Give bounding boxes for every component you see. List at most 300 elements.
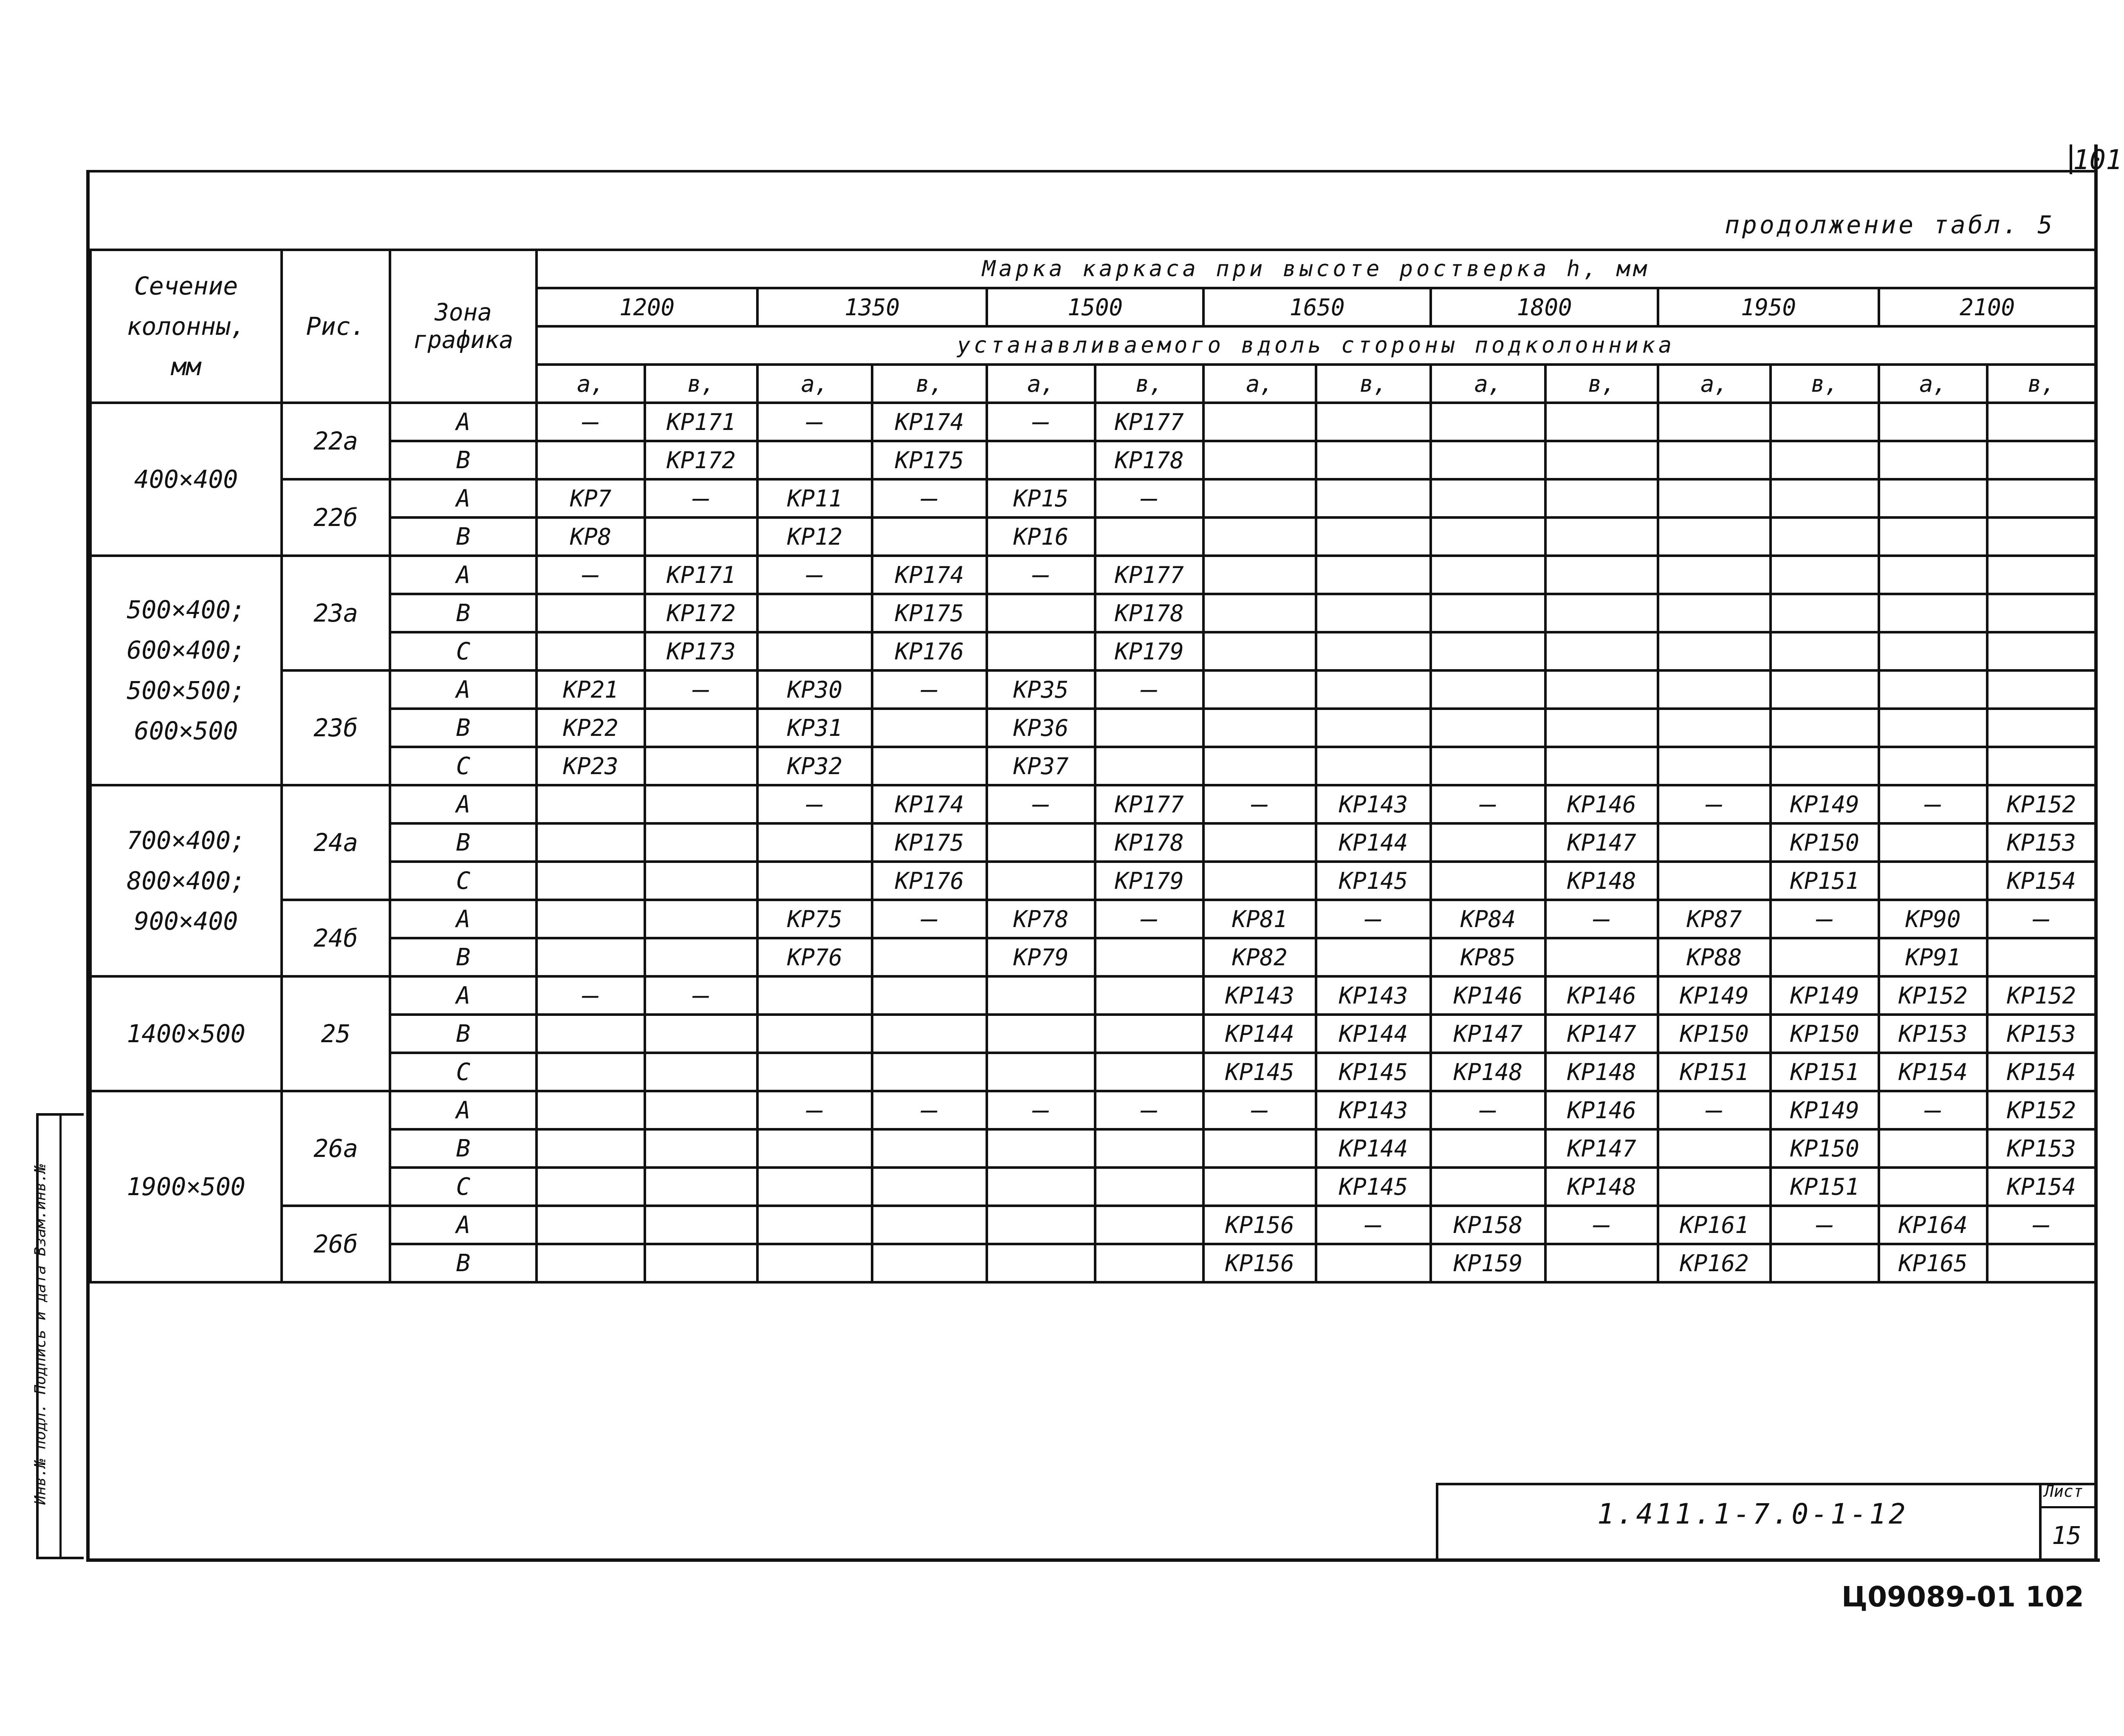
brand-cell bbox=[1658, 670, 1771, 709]
brand-cell bbox=[757, 1015, 872, 1053]
brand-cell bbox=[1316, 594, 1431, 632]
brand-cell bbox=[537, 632, 645, 670]
brand-cell bbox=[1545, 632, 1658, 670]
brand-cell bbox=[1316, 709, 1431, 747]
brand-cell: — bbox=[1095, 479, 1203, 517]
brand-cell: — bbox=[1658, 785, 1771, 823]
brand-cell bbox=[645, 517, 757, 556]
brand-cell bbox=[645, 747, 757, 785]
header-height: 1500 bbox=[987, 288, 1203, 326]
sheet-frame-top-line bbox=[86, 170, 2098, 172]
brand-cell: КР149 bbox=[1771, 785, 1879, 823]
brand-cell bbox=[987, 1129, 1095, 1168]
zone-cell: В bbox=[390, 1129, 537, 1168]
brand-cell: — bbox=[1095, 900, 1203, 938]
brand-cell: КР178 bbox=[1095, 441, 1203, 479]
brand-cell bbox=[1431, 823, 1545, 862]
zone-cell: А bbox=[390, 785, 537, 823]
brand-cell bbox=[757, 441, 872, 479]
brand-cell bbox=[1431, 594, 1545, 632]
brand-cell bbox=[1203, 862, 1316, 900]
brand-cell bbox=[537, 823, 645, 862]
brand-cell bbox=[987, 594, 1095, 632]
brand-cell: КР144 bbox=[1316, 823, 1431, 862]
table-row bbox=[90, 1206, 2096, 1244]
brand-cell: — bbox=[1203, 1091, 1316, 1129]
title-block-divider bbox=[2039, 1483, 2042, 1562]
brand-cell: — bbox=[1203, 785, 1316, 823]
brand-cell bbox=[987, 1053, 1095, 1091]
brand-cell: КР172 bbox=[645, 441, 757, 479]
section-cell: 400×400 bbox=[90, 403, 282, 556]
brand-cell bbox=[1771, 594, 1879, 632]
brand-cell bbox=[1316, 747, 1431, 785]
section-cell: 1900×500 bbox=[90, 1091, 282, 1282]
brand-cell bbox=[1879, 747, 1987, 785]
brand-cell bbox=[1095, 1244, 1203, 1282]
brand-cell bbox=[1987, 670, 2096, 709]
brand-cell bbox=[1658, 632, 1771, 670]
brand-cell bbox=[987, 1244, 1095, 1282]
brand-cell bbox=[537, 441, 645, 479]
brand-cell: КР152 bbox=[1987, 1091, 2096, 1129]
header-side-a: а, bbox=[537, 365, 645, 403]
brand-cell bbox=[1658, 517, 1771, 556]
brand-cell: КР147 bbox=[1545, 1129, 1658, 1168]
brand-cell: КР171 bbox=[645, 556, 757, 594]
brand-cell bbox=[1095, 938, 1203, 976]
brand-cell bbox=[1431, 517, 1545, 556]
figure-cell: 24б bbox=[282, 900, 390, 976]
header-side-b: в, bbox=[1987, 365, 2096, 403]
brand-cell bbox=[1879, 709, 1987, 747]
brand-cell bbox=[1095, 1129, 1203, 1168]
brand-cell bbox=[645, 900, 757, 938]
brand-cell bbox=[537, 1091, 645, 1129]
brand-cell: — bbox=[757, 1091, 872, 1129]
brand-cell bbox=[1771, 709, 1879, 747]
brand-cell bbox=[1431, 632, 1545, 670]
brand-cell bbox=[757, 632, 872, 670]
brand-cell: — bbox=[1095, 1091, 1203, 1129]
brand-cell: КР7 bbox=[537, 479, 645, 517]
brand-cell bbox=[1203, 747, 1316, 785]
brand-cell: КР172 bbox=[645, 594, 757, 632]
brand-cell: КР81 bbox=[1203, 900, 1316, 938]
brand-cell: КР177 bbox=[1095, 556, 1203, 594]
brand-cell bbox=[987, 441, 1095, 479]
brand-cell bbox=[1431, 709, 1545, 747]
sheet-label: Лист bbox=[2044, 1482, 2083, 1501]
section-cell: 500×400; 600×400; 500×500; 600×500 bbox=[90, 556, 282, 785]
brand-cell bbox=[1987, 747, 2096, 785]
brand-cell: — bbox=[1658, 1091, 1771, 1129]
brand-cell: КР37 bbox=[987, 747, 1095, 785]
table-row bbox=[90, 823, 2096, 862]
brand-cell: КР87 bbox=[1658, 900, 1771, 938]
brand-cell bbox=[1987, 632, 2096, 670]
zone-cell: А bbox=[390, 403, 537, 441]
figure-cell: 23а bbox=[282, 556, 390, 670]
brand-cell: КР145 bbox=[1203, 1053, 1316, 1091]
brand-cell bbox=[1545, 1244, 1658, 1282]
brand-cell bbox=[1203, 556, 1316, 594]
brand-cell: — bbox=[537, 556, 645, 594]
brand-cell bbox=[1545, 441, 1658, 479]
brand-cell bbox=[1987, 517, 2096, 556]
brand-cell: КР153 bbox=[1987, 1015, 2096, 1053]
brand-cell bbox=[1658, 479, 1771, 517]
brand-cell bbox=[987, 1206, 1095, 1244]
brand-cell bbox=[1879, 479, 1987, 517]
table-row bbox=[90, 976, 2096, 1015]
brand-cell bbox=[1203, 670, 1316, 709]
brand-table bbox=[89, 249, 2097, 1284]
brand-cell bbox=[537, 1206, 645, 1244]
brand-cell: КР147 bbox=[1545, 823, 1658, 862]
brand-cell bbox=[1771, 632, 1879, 670]
brand-cell: КР174 bbox=[872, 556, 987, 594]
header-height: 1200 bbox=[537, 288, 757, 326]
brand-cell bbox=[1545, 709, 1658, 747]
brand-cell bbox=[1431, 441, 1545, 479]
zone-cell: В bbox=[390, 709, 537, 747]
brand-cell bbox=[1987, 1244, 2096, 1282]
brand-cell: КР148 bbox=[1431, 1053, 1545, 1091]
zone-cell: В bbox=[390, 517, 537, 556]
brand-cell bbox=[1771, 517, 1879, 556]
brand-cell: КР152 bbox=[1987, 785, 2096, 823]
brand-cell bbox=[1545, 747, 1658, 785]
brand-cell: — bbox=[987, 785, 1095, 823]
brand-cell: КР178 bbox=[1095, 823, 1203, 862]
brand-cell: КР143 bbox=[1316, 1091, 1431, 1129]
brand-cell bbox=[872, 938, 987, 976]
brand-cell bbox=[1431, 556, 1545, 594]
brand-cell: — bbox=[645, 976, 757, 1015]
brand-cell: КР76 bbox=[757, 938, 872, 976]
brand-cell bbox=[1987, 403, 2096, 441]
zone-cell: А bbox=[390, 900, 537, 938]
zone-cell: В bbox=[390, 823, 537, 862]
brand-cell bbox=[987, 1168, 1095, 1206]
zone-cell: А bbox=[390, 479, 537, 517]
brand-cell bbox=[1658, 1129, 1771, 1168]
brand-cell bbox=[645, 1206, 757, 1244]
brand-cell: КР144 bbox=[1316, 1015, 1431, 1053]
brand-cell: КР177 bbox=[1095, 403, 1203, 441]
brand-cell: КР145 bbox=[1316, 862, 1431, 900]
brand-cell: КР22 bbox=[537, 709, 645, 747]
brand-cell bbox=[1771, 403, 1879, 441]
brand-cell bbox=[1771, 479, 1879, 517]
brand-cell: КР21 bbox=[537, 670, 645, 709]
brand-cell: КР30 bbox=[757, 670, 872, 709]
brand-cell bbox=[1095, 1168, 1203, 1206]
brand-cell: КР149 bbox=[1771, 1091, 1879, 1129]
brand-cell: КР143 bbox=[1316, 976, 1431, 1015]
brand-cell: КР178 bbox=[1095, 594, 1203, 632]
brand-cell bbox=[1095, 747, 1203, 785]
zone-cell: В bbox=[390, 1015, 537, 1053]
brand-cell: КР156 bbox=[1203, 1244, 1316, 1282]
brand-cell: КР171 bbox=[645, 403, 757, 441]
brand-cell: КР23 bbox=[537, 747, 645, 785]
brand-cell: — bbox=[1431, 785, 1545, 823]
brand-cell bbox=[645, 1091, 757, 1129]
brand-cell bbox=[872, 1129, 987, 1168]
brand-cell: КР78 bbox=[987, 900, 1095, 938]
brand-cell bbox=[1316, 441, 1431, 479]
brand-cell: КР173 bbox=[645, 632, 757, 670]
brand-cell: КР150 bbox=[1771, 823, 1879, 862]
brand-cell: КР143 bbox=[1203, 976, 1316, 1015]
brand-cell: — bbox=[1095, 670, 1203, 709]
table-row bbox=[90, 517, 2096, 556]
brand-cell bbox=[1545, 403, 1658, 441]
brand-cell: — bbox=[1316, 900, 1431, 938]
brand-cell bbox=[1095, 1015, 1203, 1053]
brand-cell: — bbox=[1545, 1206, 1658, 1244]
brand-cell bbox=[1203, 632, 1316, 670]
brand-cell: — bbox=[537, 976, 645, 1015]
zone-cell: А bbox=[390, 556, 537, 594]
brand-cell bbox=[1987, 938, 2096, 976]
document-code: 1.411.1-7.0-1-12 bbox=[1597, 1498, 1908, 1530]
brand-cell bbox=[757, 862, 872, 900]
header-side-a: а, bbox=[1203, 365, 1316, 403]
brand-cell bbox=[1316, 556, 1431, 594]
brand-cell bbox=[1431, 403, 1545, 441]
brand-cell bbox=[1771, 670, 1879, 709]
table-row bbox=[90, 479, 2096, 517]
brand-cell bbox=[1203, 517, 1316, 556]
brand-cell bbox=[645, 823, 757, 862]
brand-cell bbox=[757, 1129, 872, 1168]
brand-cell bbox=[1771, 441, 1879, 479]
brand-cell bbox=[1203, 709, 1316, 747]
header-side-b: в, bbox=[645, 365, 757, 403]
header-side-b: в, bbox=[1316, 365, 1431, 403]
brand-cell: КР154 bbox=[1987, 1053, 2096, 1091]
brand-cell: КР165 bbox=[1879, 1244, 1987, 1282]
brand-cell bbox=[757, 1206, 872, 1244]
brand-cell: КР152 bbox=[1879, 976, 1987, 1015]
brand-cell bbox=[537, 862, 645, 900]
brand-cell: КР151 bbox=[1658, 1053, 1771, 1091]
brand-cell: КР143 bbox=[1316, 785, 1431, 823]
brand-cell bbox=[1879, 862, 1987, 900]
brand-cell: — bbox=[645, 479, 757, 517]
brand-cell bbox=[1316, 403, 1431, 441]
brand-cell bbox=[1095, 517, 1203, 556]
zone-cell: В bbox=[390, 594, 537, 632]
brand-cell bbox=[645, 862, 757, 900]
table-row bbox=[90, 938, 2096, 976]
brand-cell bbox=[872, 1244, 987, 1282]
brand-cell: КР175 bbox=[872, 441, 987, 479]
figure-cell: 22б bbox=[282, 479, 390, 556]
brand-cell: КР176 bbox=[872, 862, 987, 900]
table-row bbox=[90, 670, 2096, 709]
brand-cell bbox=[1987, 556, 2096, 594]
brand-cell: КР175 bbox=[872, 594, 987, 632]
brand-cell: КР11 bbox=[757, 479, 872, 517]
brand-cell bbox=[1987, 594, 2096, 632]
brand-cell bbox=[1879, 823, 1987, 862]
brand-cell: — bbox=[987, 556, 1095, 594]
brand-cell bbox=[1431, 1168, 1545, 1206]
zone-cell: С bbox=[390, 862, 537, 900]
brand-cell: — bbox=[645, 670, 757, 709]
brand-cell bbox=[645, 1015, 757, 1053]
brand-cell: КР150 bbox=[1658, 1015, 1771, 1053]
zone-cell: В bbox=[390, 1244, 537, 1282]
table-row bbox=[90, 900, 2096, 938]
brand-cell bbox=[872, 747, 987, 785]
brand-cell: — bbox=[872, 900, 987, 938]
brand-cell: — bbox=[757, 403, 872, 441]
brand-cell: — bbox=[1987, 1206, 2096, 1244]
brand-cell: КР31 bbox=[757, 709, 872, 747]
brand-cell bbox=[872, 1053, 987, 1091]
brand-cell bbox=[537, 1168, 645, 1206]
header-side-a: а, bbox=[1879, 365, 1987, 403]
header-side-a: а, bbox=[1658, 365, 1771, 403]
header-height: 1350 bbox=[757, 288, 987, 326]
brand-cell: КР152 bbox=[1987, 976, 2096, 1015]
zone-cell: А bbox=[390, 670, 537, 709]
brand-cell: — bbox=[1879, 1091, 1987, 1129]
header-zone: Зона графика bbox=[390, 250, 537, 403]
brand-cell bbox=[987, 632, 1095, 670]
table-row bbox=[90, 1244, 2096, 1282]
brand-cell: КР148 bbox=[1545, 1053, 1658, 1091]
brand-cell: — bbox=[872, 479, 987, 517]
brand-cell bbox=[872, 517, 987, 556]
brand-cell: — bbox=[757, 556, 872, 594]
brand-cell bbox=[1771, 747, 1879, 785]
brand-cell bbox=[1316, 632, 1431, 670]
brand-cell bbox=[1658, 403, 1771, 441]
brand-cell bbox=[1095, 709, 1203, 747]
brand-cell: КР146 bbox=[1545, 1091, 1658, 1129]
brand-cell: КР146 bbox=[1545, 976, 1658, 1015]
brand-cell bbox=[537, 1015, 645, 1053]
brand-cell bbox=[1431, 479, 1545, 517]
brand-cell: — bbox=[537, 403, 645, 441]
brand-cell bbox=[1431, 1129, 1545, 1168]
brand-cell bbox=[872, 1168, 987, 1206]
brand-cell bbox=[645, 1053, 757, 1091]
brand-cell bbox=[537, 900, 645, 938]
brand-cell: КР144 bbox=[1316, 1129, 1431, 1168]
brand-cell: КР79 bbox=[987, 938, 1095, 976]
figure-cell: 25 bbox=[282, 976, 390, 1091]
brand-cell: КР176 bbox=[872, 632, 987, 670]
brand-cell: — bbox=[987, 403, 1095, 441]
brand-cell bbox=[645, 1168, 757, 1206]
brand-cell bbox=[1879, 556, 1987, 594]
brand-cell bbox=[1658, 709, 1771, 747]
brand-cell: КР90 bbox=[1879, 900, 1987, 938]
zone-cell: А bbox=[390, 1206, 537, 1244]
brand-cell: — bbox=[987, 1091, 1095, 1129]
brand-cell bbox=[757, 1053, 872, 1091]
brand-cell bbox=[537, 1053, 645, 1091]
brand-cell: КР149 bbox=[1771, 976, 1879, 1015]
brand-cell: КР150 bbox=[1771, 1015, 1879, 1053]
table-row bbox=[90, 1053, 2096, 1091]
title-block-divider-h bbox=[2039, 1506, 2094, 1508]
zone-cell: В bbox=[390, 938, 537, 976]
brand-cell bbox=[1095, 1206, 1203, 1244]
brand-cell bbox=[1879, 632, 1987, 670]
brand-cell: КР149 bbox=[1658, 976, 1771, 1015]
brand-cell bbox=[645, 938, 757, 976]
brand-cell: КР177 bbox=[1095, 785, 1203, 823]
brand-cell bbox=[757, 976, 872, 1015]
brand-cell bbox=[987, 976, 1095, 1015]
table-row bbox=[90, 709, 2096, 747]
brand-cell bbox=[1316, 517, 1431, 556]
brand-cell: КР85 bbox=[1431, 938, 1545, 976]
brand-cell bbox=[1879, 403, 1987, 441]
brand-cell: КР161 bbox=[1658, 1206, 1771, 1244]
brand-cell bbox=[1203, 1129, 1316, 1168]
table-row bbox=[90, 1168, 2096, 1206]
header-height: 1950 bbox=[1658, 288, 1879, 326]
brand-cell: КР88 bbox=[1658, 938, 1771, 976]
brand-cell: КР153 bbox=[1879, 1015, 1987, 1053]
figure-cell: 26б bbox=[282, 1206, 390, 1282]
brand-cell: — bbox=[1545, 900, 1658, 938]
brand-cell bbox=[1316, 670, 1431, 709]
table-row bbox=[90, 556, 2096, 594]
header-install: устанавливаемого вдоль стороны подколонника bbox=[537, 326, 2096, 365]
brand-cell: КР162 bbox=[1658, 1244, 1771, 1282]
figure-cell: 24а bbox=[282, 785, 390, 900]
brand-cell bbox=[645, 709, 757, 747]
brand-cell bbox=[1095, 976, 1203, 1015]
brand-cell: КР147 bbox=[1431, 1015, 1545, 1053]
brand-cell bbox=[1658, 556, 1771, 594]
brand-cell bbox=[757, 1244, 872, 1282]
header-height: 1800 bbox=[1431, 288, 1658, 326]
brand-cell bbox=[1203, 441, 1316, 479]
brand-cell: КР154 bbox=[1879, 1053, 1987, 1091]
brand-cell bbox=[1431, 862, 1545, 900]
brand-cell: КР35 bbox=[987, 670, 1095, 709]
brand-cell bbox=[645, 1244, 757, 1282]
brand-cell bbox=[987, 823, 1095, 862]
brand-cell: КР153 bbox=[1987, 823, 2096, 862]
header-side-b: в, bbox=[1095, 365, 1203, 403]
zone-cell: С bbox=[390, 1053, 537, 1091]
figure-cell: 23б bbox=[282, 670, 390, 785]
table-row bbox=[90, 594, 2096, 632]
brand-cell bbox=[1316, 1244, 1431, 1282]
brand-cell: КР179 bbox=[1095, 862, 1203, 900]
brand-cell: КР146 bbox=[1431, 976, 1545, 1015]
brand-cell bbox=[1879, 594, 1987, 632]
header-brand: Марка каркаса при высоте ростверка h, мм bbox=[537, 250, 2096, 288]
brand-cell: КР84 bbox=[1431, 900, 1545, 938]
brand-cell bbox=[1316, 938, 1431, 976]
brand-cell bbox=[1658, 594, 1771, 632]
table-row bbox=[90, 441, 2096, 479]
brand-cell bbox=[1431, 670, 1545, 709]
